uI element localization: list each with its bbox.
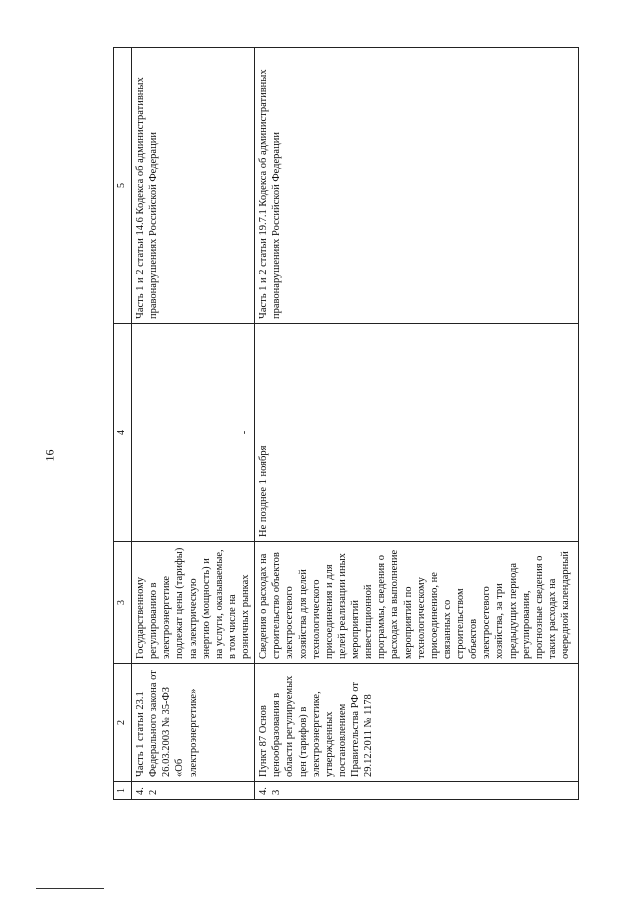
liability-cell: Часть 1 и 2 статьи 14.6 Кодекса об административных правонарушениях Российской Федерации [132,48,255,324]
column-header: 5 [114,48,132,324]
table-row [132,48,255,800]
row-number: 4.3 [255,782,579,800]
deadline-cell [132,324,255,542]
liability-cell: Часть 1 и 2 статьи 19.7.1 Кодекса об административных правонарушениях Российской Федерации [255,48,579,324]
deadline-cell: Не позднее 1 ноября [255,324,579,542]
column-header: 1 [114,782,132,800]
footnote-rule [36,888,104,889]
legal-basis-cell: Часть 1 статьи 23.1 Федерального закона от 26.03.2003 № 35-ФЗ «Об электроэнергетике» [132,664,255,782]
table-header-row [114,48,132,800]
column-header: 2 [114,664,132,782]
info-cell: Сведения о расходах на строительство объектов электросетевого хозяйства для целей технологического присоединения и для целей реализации иных мероприятий инвестиционной программы, сведения о расходах на выполнение мероприятий по технологическому присоединению, не связанных со строительством объектов электросетевого хозяйства, за три предыдущих периода регулирования, прогнозные сведения о таких расходах на очередной календарный [255,542,579,664]
info-cell: Государственному регулированию в электроэнергетике подлежат цены (тарифы) на электрическую энергию (мощность) и на услуги, оказываемые, в том числе на розничных рынках [132,542,255,664]
column-header: 3 [114,542,132,664]
legal-basis-cell: Пункт 87 Основ ценообразования в области регулируемых цен (тарифов) в электроэнергетике, утвержденных постановлением Правительства РФ от 29.12.2011 № 1178 [255,664,579,782]
deadline-value: - [239,430,250,435]
regulation-table [113,47,579,800]
column-header: 4 [114,324,132,542]
row-number: 4.2 [132,782,255,800]
table-row [255,48,579,800]
page-number: 16 [42,449,57,462]
rotated-table-container [113,48,579,800]
